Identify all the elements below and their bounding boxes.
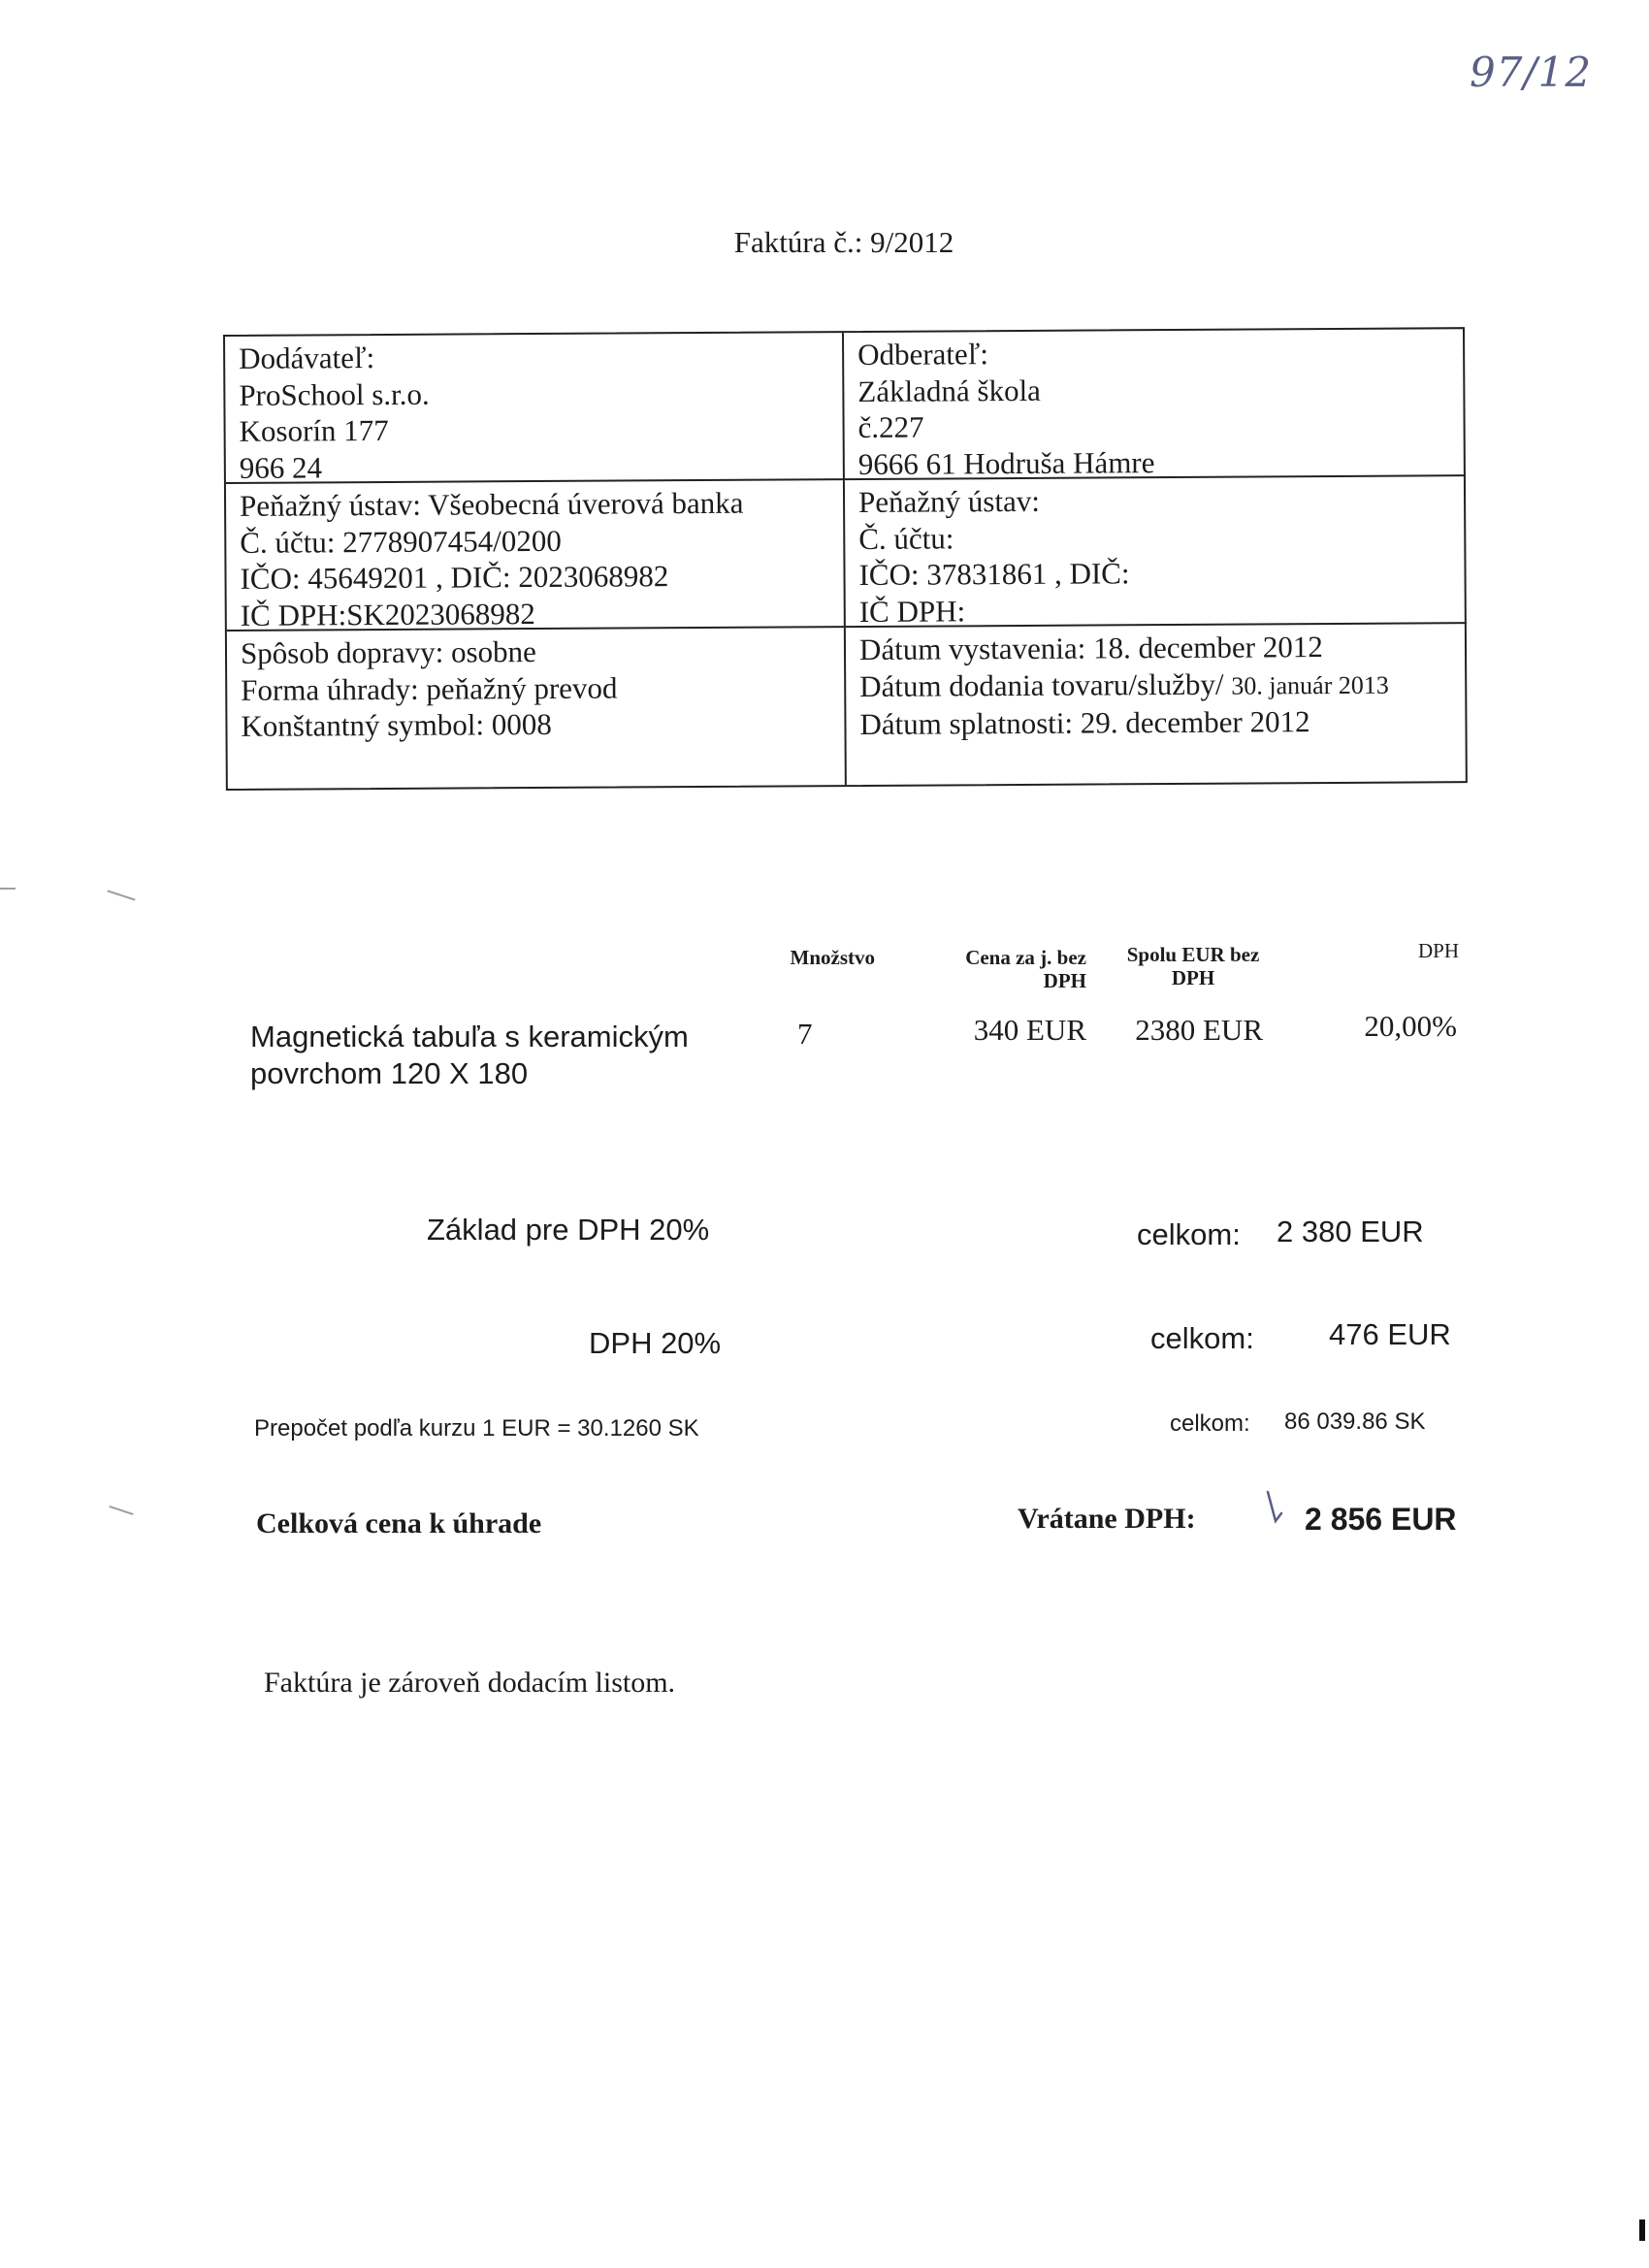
transport-method: Spôsob dopravy: osobne <box>240 634 536 670</box>
payment-form: Forma úhrady: peňažný prevod <box>241 670 618 707</box>
handwritten-note: 97/12 <box>1470 49 1593 96</box>
customer-account: Č. účtu: <box>858 520 954 556</box>
customer-ic-dph: IČ DPH: <box>858 593 966 629</box>
supplier-account: Č. účtu: 2778907454/0200 <box>240 523 562 560</box>
supplier-street: Kosorín 177 <box>239 412 389 448</box>
item-description: Magnetická tabuľa s keramickým povrchom 120 X 180 <box>250 1020 689 1090</box>
delivery-date-value: 30. január 2013 <box>1231 670 1389 700</box>
delivery-date <box>859 664 1453 706</box>
conversion-label: Prepočet podľa kurzu 1 EUR = 30.1260 SK <box>254 1415 699 1442</box>
item-unit-price: 340 EUR <box>973 1013 1086 1047</box>
col-vat: DPH <box>1417 939 1459 962</box>
vat-base-total-value: 2 380 EUR <box>1277 1215 1424 1248</box>
supplier-bank: Peňažný ústav: Všeobecná úverová banka <box>239 485 744 523</box>
supplier-heading: Dodávateľ: <box>239 340 375 375</box>
scan-artifact <box>0 888 16 890</box>
supplier-postal: 966 24 <box>239 449 323 485</box>
delivery-date-label: Dátum dodania tovaru/služby/ <box>859 666 1224 703</box>
constant-symbol: Konštantný symbol: 0008 <box>241 706 552 743</box>
customer-street: č.227 <box>857 409 924 445</box>
supplier-ico-dic: IČO: 45649201 , DIČ: 2023068982 <box>240 559 669 596</box>
conversion-total-label: celkom: <box>1170 1410 1250 1437</box>
customer-ico-dic: IČO: 37831861 , DIČ: <box>858 556 1130 592</box>
issue-date: Dátum vystavenia: 18. december 2012 <box>858 630 1323 666</box>
customer-postal: 9666 61 Hodruša Hámre <box>857 444 1155 481</box>
parties-table <box>223 327 1468 791</box>
footer-note: Faktúra je zároveň dodacím listom. <box>264 1667 676 1699</box>
customer-address-cell <box>844 329 1466 480</box>
pen-tick-mark <box>1266 1490 1283 1525</box>
customer-bank: Peňažný ústav: <box>857 483 1040 520</box>
final-price-value: 2 856 EUR <box>1305 1502 1457 1537</box>
customer-name: Základná škola <box>857 373 1041 408</box>
supplier-bank-cell <box>226 480 846 632</box>
supplier-payment-cell <box>227 628 847 789</box>
dates-cell <box>846 624 1468 785</box>
supplier-name: ProSchool s.r.o. <box>239 376 430 412</box>
final-price-label: Celková cena k úhrade <box>256 1507 542 1539</box>
vat-base-label: Základ pre DPH 20% <box>427 1213 710 1247</box>
vat-total-label: celkom: <box>1150 1321 1254 1355</box>
col-quantity: Množstvo <box>790 946 875 969</box>
item-total: 2380 EUR <box>1135 1013 1263 1047</box>
col-unit-price: Cena za j. bez DPH <box>965 946 1086 992</box>
scan-artifact <box>107 890 135 900</box>
final-incl-vat-label: Vrátane DPH: <box>1018 1503 1196 1535</box>
supplier-address-cell <box>225 333 845 484</box>
supplier-ic-dph: IČ DPH:SK2023068982 <box>240 596 535 632</box>
conversion-total-value: 86 039.86 SK <box>1284 1409 1426 1435</box>
col-total: Spolu EUR bez DPH <box>1126 943 1260 989</box>
due-date: Dátum splatnosti: 29. december 2012 <box>859 704 1310 741</box>
vat-base-total-label: celkom: <box>1137 1217 1241 1251</box>
item-vat: 20,00% <box>1364 1009 1457 1043</box>
customer-heading: Odberateľ: <box>857 337 989 373</box>
scan-artifact <box>109 1506 133 1515</box>
vat-total-value: 476 EUR <box>1329 1317 1451 1351</box>
customer-bank-cell <box>845 476 1467 628</box>
item-quantity: 7 <box>797 1017 813 1051</box>
invoice-title: Faktúra č.: 9/2012 <box>733 225 954 259</box>
vat-label: DPH 20% <box>589 1326 722 1360</box>
scan-artifact <box>1639 2219 1645 2241</box>
